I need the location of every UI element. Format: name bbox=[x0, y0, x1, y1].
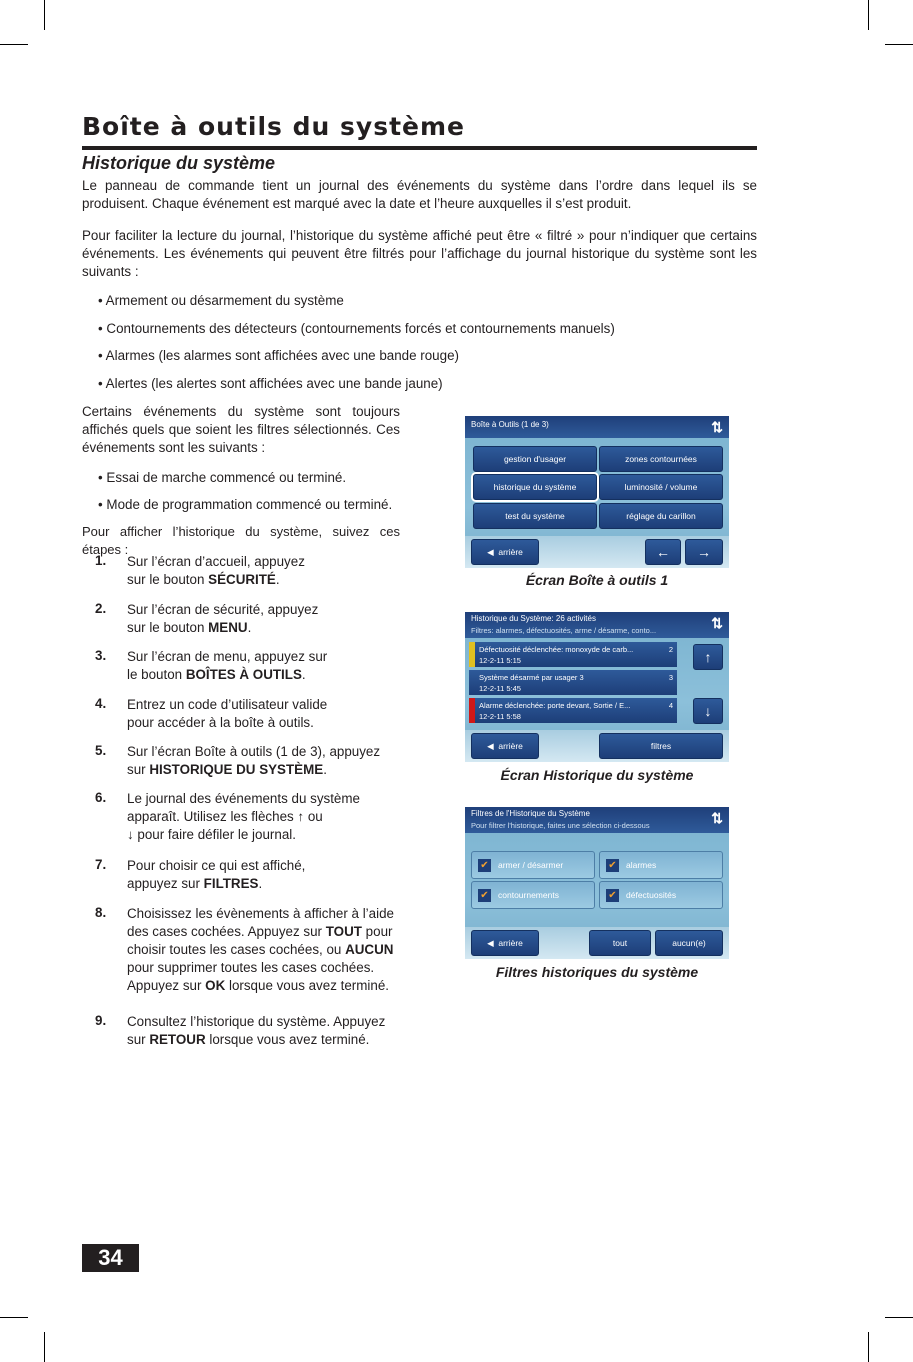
step-text: Entrez un code d’utilisateur valide pour accéder à la boîte à outils. bbox=[127, 697, 328, 730]
plug-icon: ⇅ bbox=[711, 419, 723, 435]
screen-header: Historique du Système: 26 activités Filtres: alarmes, défectuosités, arme / désarme, conto... ⇅ bbox=[465, 612, 729, 638]
arrow-up-icon: ↑ bbox=[704, 649, 712, 665]
title-rule bbox=[82, 146, 757, 150]
back-button[interactable]: ◀ arrière bbox=[471, 930, 539, 956]
step-text: Sur l’écran de sécurité, appuyez sur le bouton MENU. bbox=[127, 602, 319, 635]
crop-mark bbox=[0, 44, 28, 45]
checkmark-icon: ✔ bbox=[478, 889, 491, 902]
step-number: 7. bbox=[95, 857, 107, 872]
history-row[interactable]: Alarme déclenchée: porte devant, Sortie / E... 12-2-11 5:58 4 bbox=[469, 698, 677, 723]
screen-footer bbox=[465, 927, 729, 959]
history-row[interactable]: Système désarmé par usager 3 12-2-11 5:45 3 bbox=[469, 670, 677, 695]
step-text: Sur l’écran de menu, appuyez sur le bouton BOÎTES À OUTILS. bbox=[127, 649, 328, 682]
step-text: Sur l’écran Boîte à outils (1 de 3), appuyez sur HISTORIQUE DU SYSTÈME. bbox=[127, 744, 381, 777]
screen-caption: Filtres historiques du système bbox=[495, 964, 699, 980]
intro-paragraph-2: Pour faciliter la lecture du journal, l’historique du système affiché peut être « filtré » pour n’indiquer que certains événements. Les événements qui peuvent être filtrés pour l’affichage du journal historique du système sont les suivants : bbox=[82, 228, 757, 279]
bullet-item: • Essai de marche commencé ou terminé. bbox=[98, 470, 347, 485]
crop-mark bbox=[885, 1317, 913, 1318]
always-shown-paragraph: Certains événements du système sont toujours affichés quels que soient les filtres sélectionnés. Ces événements sont les suivants : bbox=[82, 404, 400, 455]
back-arrow-icon: ◀ bbox=[487, 740, 499, 751]
step-number: 5. bbox=[95, 743, 107, 758]
plug-icon: ⇅ bbox=[711, 615, 723, 631]
step-number: 2. bbox=[95, 601, 107, 616]
system-history-button[interactable]: historique du système bbox=[473, 474, 597, 500]
history-row[interactable]: Défectuosité déclenchée: monoxyde de carb... 12-2-11 5:15 2 bbox=[469, 642, 677, 667]
crop-mark bbox=[44, 0, 45, 30]
screen-footer bbox=[465, 730, 729, 762]
step-number: 8. bbox=[95, 905, 107, 920]
crop-mark bbox=[44, 1332, 45, 1362]
arrow-left-icon: ← bbox=[656, 544, 670, 560]
filter-troubles-checkbox[interactable]: ✔ défectuosités bbox=[599, 881, 723, 909]
filter-bypasses-checkbox[interactable]: ✔ contournements bbox=[471, 881, 595, 909]
history-screen bbox=[465, 612, 729, 762]
screen-caption: Écran Historique du système bbox=[500, 767, 694, 783]
back-arrow-icon: ◀ bbox=[487, 937, 499, 948]
arrow-right-icon: → bbox=[697, 544, 711, 560]
filters-button[interactable]: filtres bbox=[599, 733, 723, 759]
next-arrow-button[interactable] bbox=[685, 539, 723, 565]
scroll-down-button[interactable] bbox=[693, 698, 723, 724]
system-test-button[interactable]: test du système bbox=[473, 503, 597, 529]
checkmark-icon: ✔ bbox=[606, 859, 619, 872]
bullet-item: • Alarmes (les alarmes sont affichées avec une bande rouge) bbox=[98, 348, 459, 363]
plug-icon: ⇅ bbox=[711, 810, 723, 826]
intro-paragraph-1: Le panneau de commande tient un journal des événements du système dans l’ordre dans lequel ils se produisent. Chaque événement est marqué avec la date et l’heure auxquelles il s’est produit. bbox=[82, 178, 757, 211]
crop-mark bbox=[868, 0, 869, 30]
filter-alarms-checkbox[interactable]: ✔ alarmes bbox=[599, 851, 723, 879]
bullet-item: • Mode de programmation commencé ou terminé. bbox=[98, 497, 393, 512]
back-button[interactable]: ◀ arrière bbox=[471, 539, 539, 565]
user-management-button[interactable]: gestion d'usager bbox=[473, 446, 597, 472]
all-button[interactable]: tout bbox=[589, 930, 651, 956]
arrow-down-icon: ↓ bbox=[704, 703, 712, 719]
back-button[interactable]: ◀ arrière bbox=[471, 733, 539, 759]
bypassed-zones-button[interactable]: zones contournées bbox=[599, 446, 723, 472]
checkmark-icon: ✔ bbox=[478, 859, 491, 872]
screen-caption: Écran Boîte à outils 1 bbox=[525, 572, 669, 588]
previous-arrow-button[interactable] bbox=[645, 539, 681, 565]
step-text: Le journal des événements du système apparaît. Utilisez les flèches ↑ ou ↓ pour faire défiler le journal. bbox=[127, 791, 360, 842]
screen-header: Boîte à Outils (1 de 3) ⇅ bbox=[465, 416, 729, 438]
bullet-item: • Armement ou désarmement du système bbox=[98, 293, 344, 308]
bullet-item: • Alertes (les alertes sont affichées avec une bande jaune) bbox=[98, 376, 443, 391]
step-number: 6. bbox=[95, 790, 107, 805]
alert-band bbox=[469, 642, 475, 667]
crop-mark bbox=[0, 1317, 28, 1318]
page-title: Boîte à outils du système bbox=[82, 112, 465, 141]
back-arrow-icon: ◀ bbox=[487, 546, 499, 557]
step-number: 9. bbox=[95, 1013, 107, 1028]
section-title: Historique du système bbox=[82, 153, 276, 173]
scroll-up-button[interactable] bbox=[693, 644, 723, 670]
crop-mark bbox=[868, 1332, 869, 1362]
screen-header: Filtres de l'Historique du Système Pour filtrer l'historique, faites une sélection ci-dessous ⇅ bbox=[465, 807, 729, 833]
bullet-item: • Contournements des détecteurs (contournements forcés et contournements manuels) bbox=[98, 321, 615, 336]
toolbox-screen bbox=[465, 416, 729, 568]
step-text: Consultez l’historique du système. Appuyez sur RETOUR lorsque vous avez terminé. bbox=[127, 1014, 386, 1047]
page-number: 34 bbox=[82, 1244, 139, 1272]
filters-screen bbox=[465, 807, 729, 959]
step-text: Pour choisir ce qui est affiché, appuyez sur FILTRES. bbox=[127, 858, 306, 891]
steps-intro: Pour afficher l’historique du système, suivez ces étapes : bbox=[82, 524, 400, 557]
step-text: Sur l’écran d’accueil, appuyez sur le bouton SÉCURITÉ. bbox=[127, 554, 305, 587]
step-text: Choisissez les évènements à afficher à l’aide des cases cochées. Appuyez sur TOUT pour choisir toutes les cases cochées, ou AUCUN pour supprimer toutes les cases cochées. Appuyez sur OK lorsque vous avez terminé. bbox=[127, 906, 394, 993]
step-number: 4. bbox=[95, 696, 107, 711]
crop-mark bbox=[885, 44, 913, 45]
step-number: 3. bbox=[95, 648, 107, 663]
chime-setting-button[interactable]: réglage du carillon bbox=[599, 503, 723, 529]
none-button[interactable]: aucun(e) bbox=[655, 930, 723, 956]
step-number: 1. bbox=[95, 553, 107, 568]
filter-arm-disarm-checkbox[interactable]: ✔ armer / désarmer bbox=[471, 851, 595, 879]
brightness-volume-button[interactable]: luminosité / volume bbox=[599, 474, 723, 500]
checkmark-icon: ✔ bbox=[606, 889, 619, 902]
screen-footer bbox=[465, 536, 729, 568]
alarm-band bbox=[469, 698, 475, 723]
